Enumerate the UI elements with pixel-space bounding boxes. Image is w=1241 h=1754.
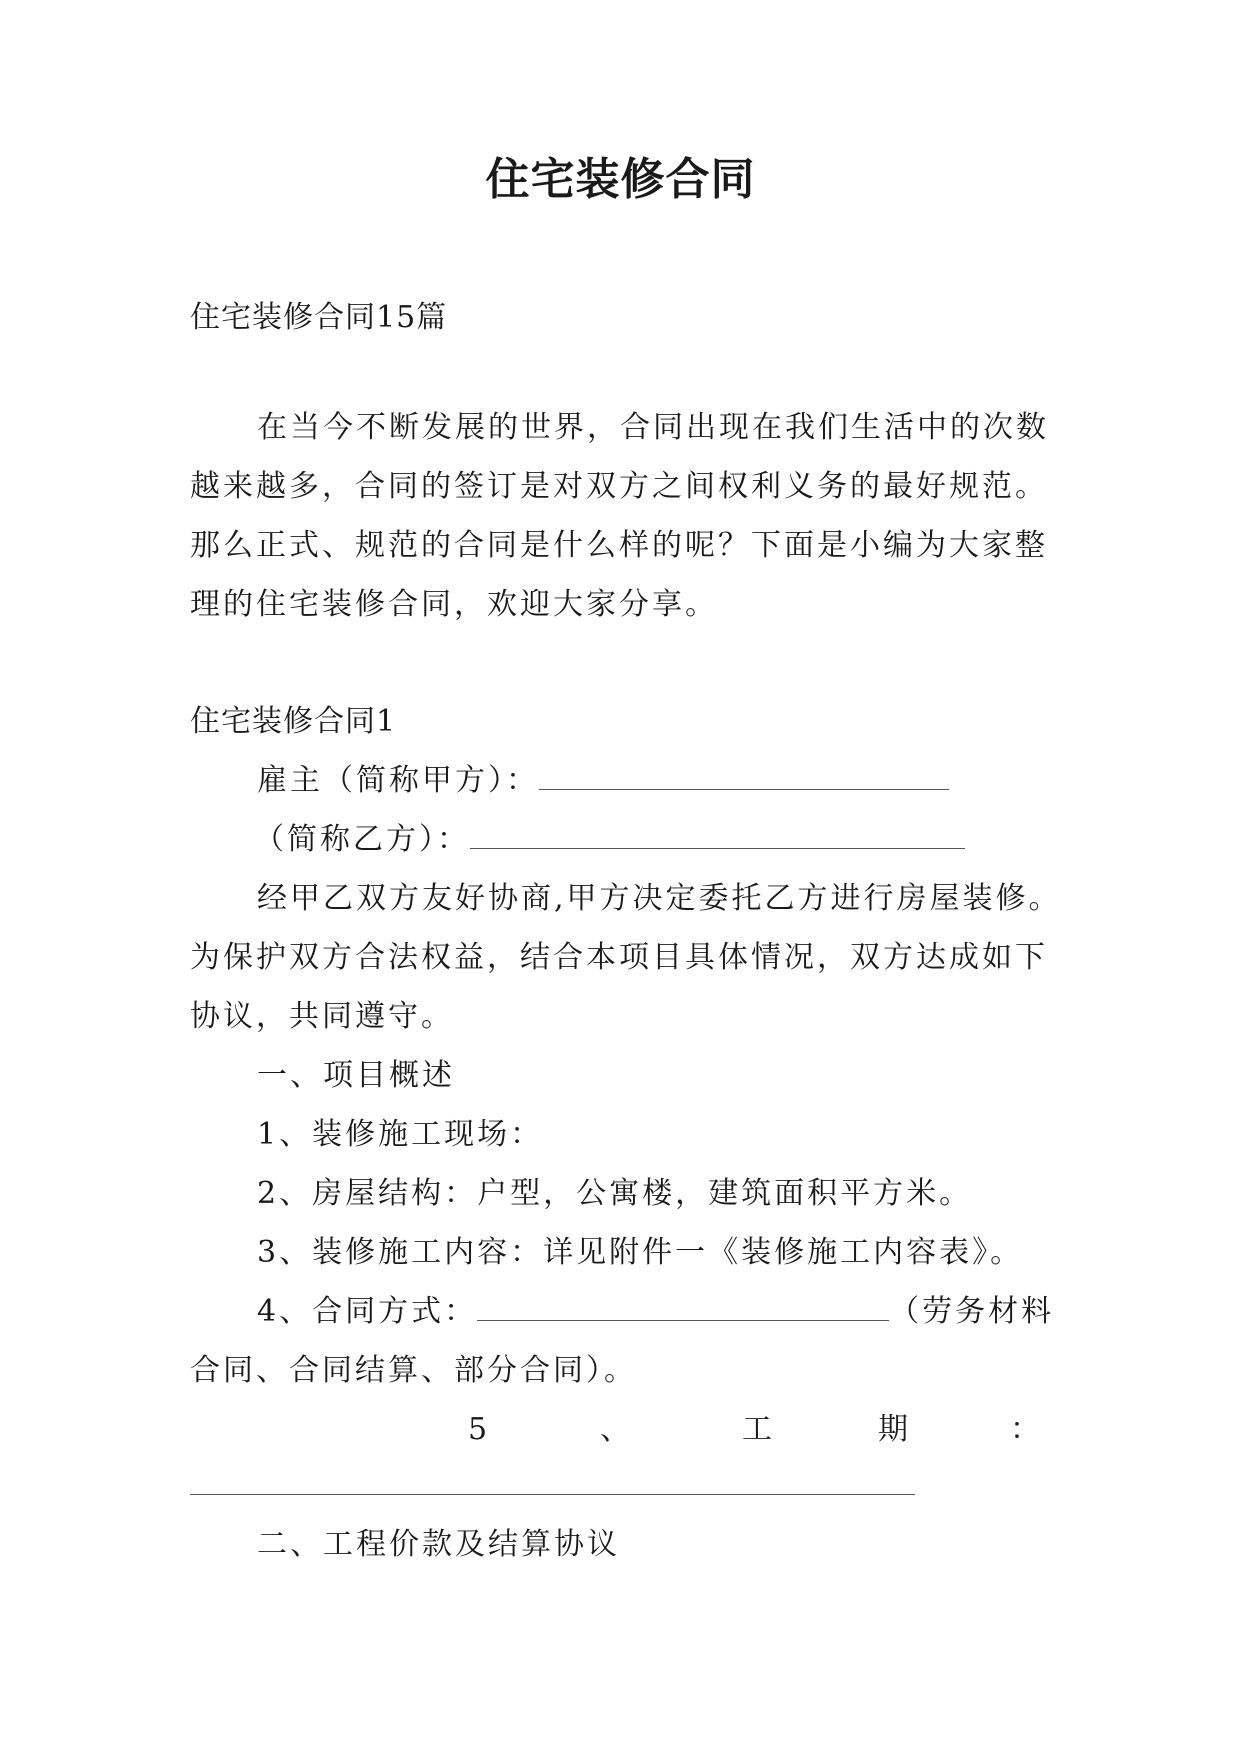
item-3: 3、装修施工内容：详见附件一《装修施工内容表》。: [257, 1235, 1024, 1270]
intro-line-1: 在当今不断发展的世界，合同出现在我们生活中的次数: [257, 410, 1049, 445]
item-5-number: 5: [468, 1412, 488, 1447]
item-4-row: [257, 1292, 1054, 1332]
section-heading: 住宅装修合同1: [190, 704, 397, 739]
item-5-char-2: 期: [878, 1412, 908, 1447]
item-2: 2、房屋结构：户型，公寓楼，建筑面积平方米。: [257, 1176, 973, 1211]
document-title: 住宅装修合同: [485, 154, 756, 205]
part-two-heading: 二、工程价款及结算协议: [257, 1527, 620, 1562]
document-subtitle: 住宅装修合同15篇: [190, 300, 448, 335]
item-4-tail: （劳务材料: [889, 1294, 1055, 1329]
intro-line-4: 理的住宅装修合同，欢迎大家分享。: [190, 587, 718, 622]
item-5-blank: [190, 1494, 915, 1495]
party-b-label: （简称乙方）：: [254, 822, 470, 857]
intro-line-2: 越来越多，合同的签订是对双方之间权利义务的最好规范。: [190, 469, 1048, 504]
item-1: 1、装修施工现场：: [257, 1117, 544, 1152]
item-5-colon: ：: [1010, 1412, 1040, 1447]
item-4-continuation: 合同、合同结算、部分合同）。: [190, 1353, 637, 1388]
intro-line-3: 那么正式、规范的合同是什么样的呢？下面是小编为大家整: [190, 528, 1048, 563]
item-5-char-1: 工: [742, 1412, 772, 1447]
part-one-heading: 一、项目概述: [257, 1058, 455, 1093]
item-4-label: 4、合同方式：: [257, 1294, 478, 1329]
agreement-line-3: 协议，共同遵守。: [190, 999, 454, 1034]
party-b-blank: [470, 820, 965, 849]
agreement-line-1: 经甲乙双方友好协商,甲方决定委托乙方进行房屋装修。: [257, 881, 1062, 916]
agreement-line-2: 为保护双方合法权益，结合本项目具体情况，双方达成如下: [190, 940, 1048, 975]
party-a-row: [257, 761, 949, 801]
party-a-label: 雇主（简称甲方）：: [257, 763, 539, 798]
item-5-separator: 、: [600, 1412, 630, 1447]
item-4-blank: [477, 1292, 889, 1321]
party-a-blank: [539, 761, 949, 790]
party-b-row: [254, 820, 965, 860]
